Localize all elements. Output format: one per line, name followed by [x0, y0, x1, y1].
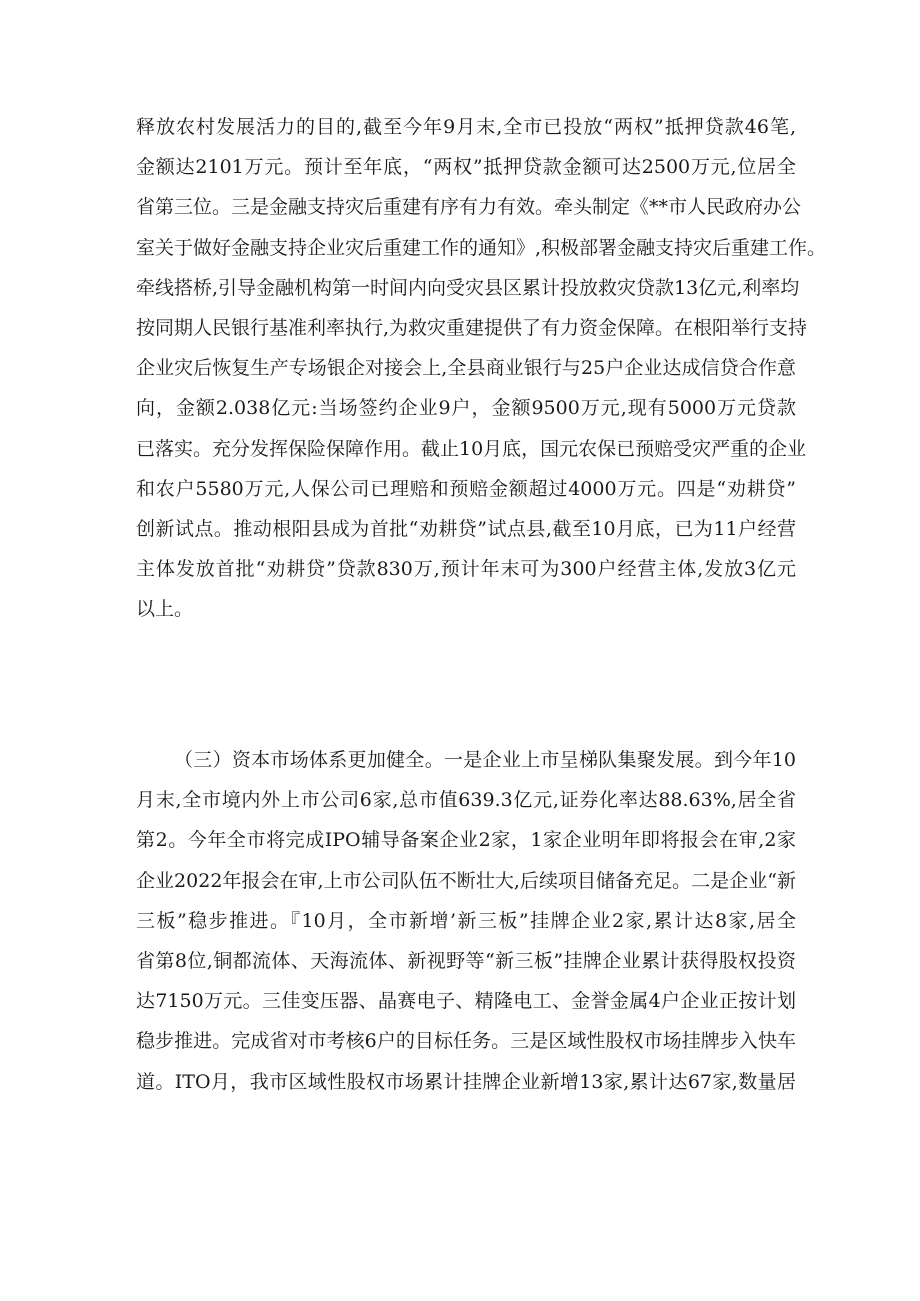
- text-line: 企业灾后恢复生产专场银企对接会上,全县商业银行与25户企业达成信贷合作意: [136, 357, 796, 380]
- text-line: 主体发放首批“劝耕贷”贷款830万,预计年末可为300户经营主体,发放3亿元: [136, 558, 796, 581]
- text-line: 道。ITO月，我市区域性股权市场累计挂牌企业新增13家,累计达67家,数量居: [136, 1070, 796, 1093]
- text-line: 三板”稳步推进。『10月，全市新增’新三板”挂牌企业2家,累计达8家,居全: [136, 909, 796, 932]
- text-line: 已落实。充分发挥保险保障作用。截止10月底，国元农保已预赔受灾严重的企业: [136, 437, 807, 460]
- text-line: 达7150万元。三佳变压器、晶赛电子、精隆电工、金誉金属4户企业正按计划: [136, 990, 796, 1013]
- text-line: 稳步推进。完成省对市考核6户的目标任务。三是区域性股权市场挂牌步入快车: [136, 1030, 796, 1053]
- text-line: （三）资本市场体系更加健全。一是企业上市呈梯队集聚发展。到今年10: [174, 749, 796, 771]
- text-line: 室关于做好金融支持企业灾后重建工作的通知》,积极部署金融支持灾后重建工作。: [136, 236, 827, 259]
- text-line: 创新试点。推动根阳县成为首批“劝耕贷”试点县,截至10月底，已为11户经营: [136, 517, 796, 540]
- paragraph-capital-market: [136, 740, 796, 1102]
- text-line: 和农户5580万元,人保公司已理赔和预赔金额超过4000万元。四是“劝耕贷”: [136, 477, 796, 500]
- text-line: 月末,全市境内外上市公司6家,总市值639.3亿元,证券化率达88.63%,居全省: [136, 789, 796, 812]
- text-line: 省第8位,铜都流体、天海流体、新视野等“新三板”挂牌企业累计获得股权投资: [136, 949, 796, 972]
- text-line: 省第三位。三是金融支持灾后重建有序有力有效。牵头制定《**市人民政府办公: [136, 196, 802, 219]
- text-line: 按同期人民银行基准利率执行,为救灾重建提供了有力资金保障。在根阳举行支持: [136, 316, 808, 339]
- paragraph-rural-finance: [136, 107, 827, 629]
- text-line: 释放农村发展活力的目的,截至今年9月末,全市已投放“两权”抵押贷款46笔,: [136, 116, 796, 138]
- text-line: 牵线搭桥,引导金融机构第一时间内向受灾县区累计投放救灾贷款13亿元,利率均: [136, 276, 800, 299]
- text-line: 第2。今年全市将完成IPO辅导备案企业2家，1家企业明年即将报会在审,2家: [136, 829, 796, 852]
- text-line: 企业2022年报会在审,上市公司队伍不断壮大,后续项目储备充足。二是企业“新: [136, 869, 796, 892]
- text-line: 向，金额2.038亿元:当场签约企业9户，金额9500万元,现有5000万元贷款: [136, 397, 796, 420]
- text-line: 金额达2101万元。预计至年底，“两权”抵押贷款金额可达2500万元,位居全: [136, 156, 796, 179]
- text-line: 以上。: [136, 598, 194, 621]
